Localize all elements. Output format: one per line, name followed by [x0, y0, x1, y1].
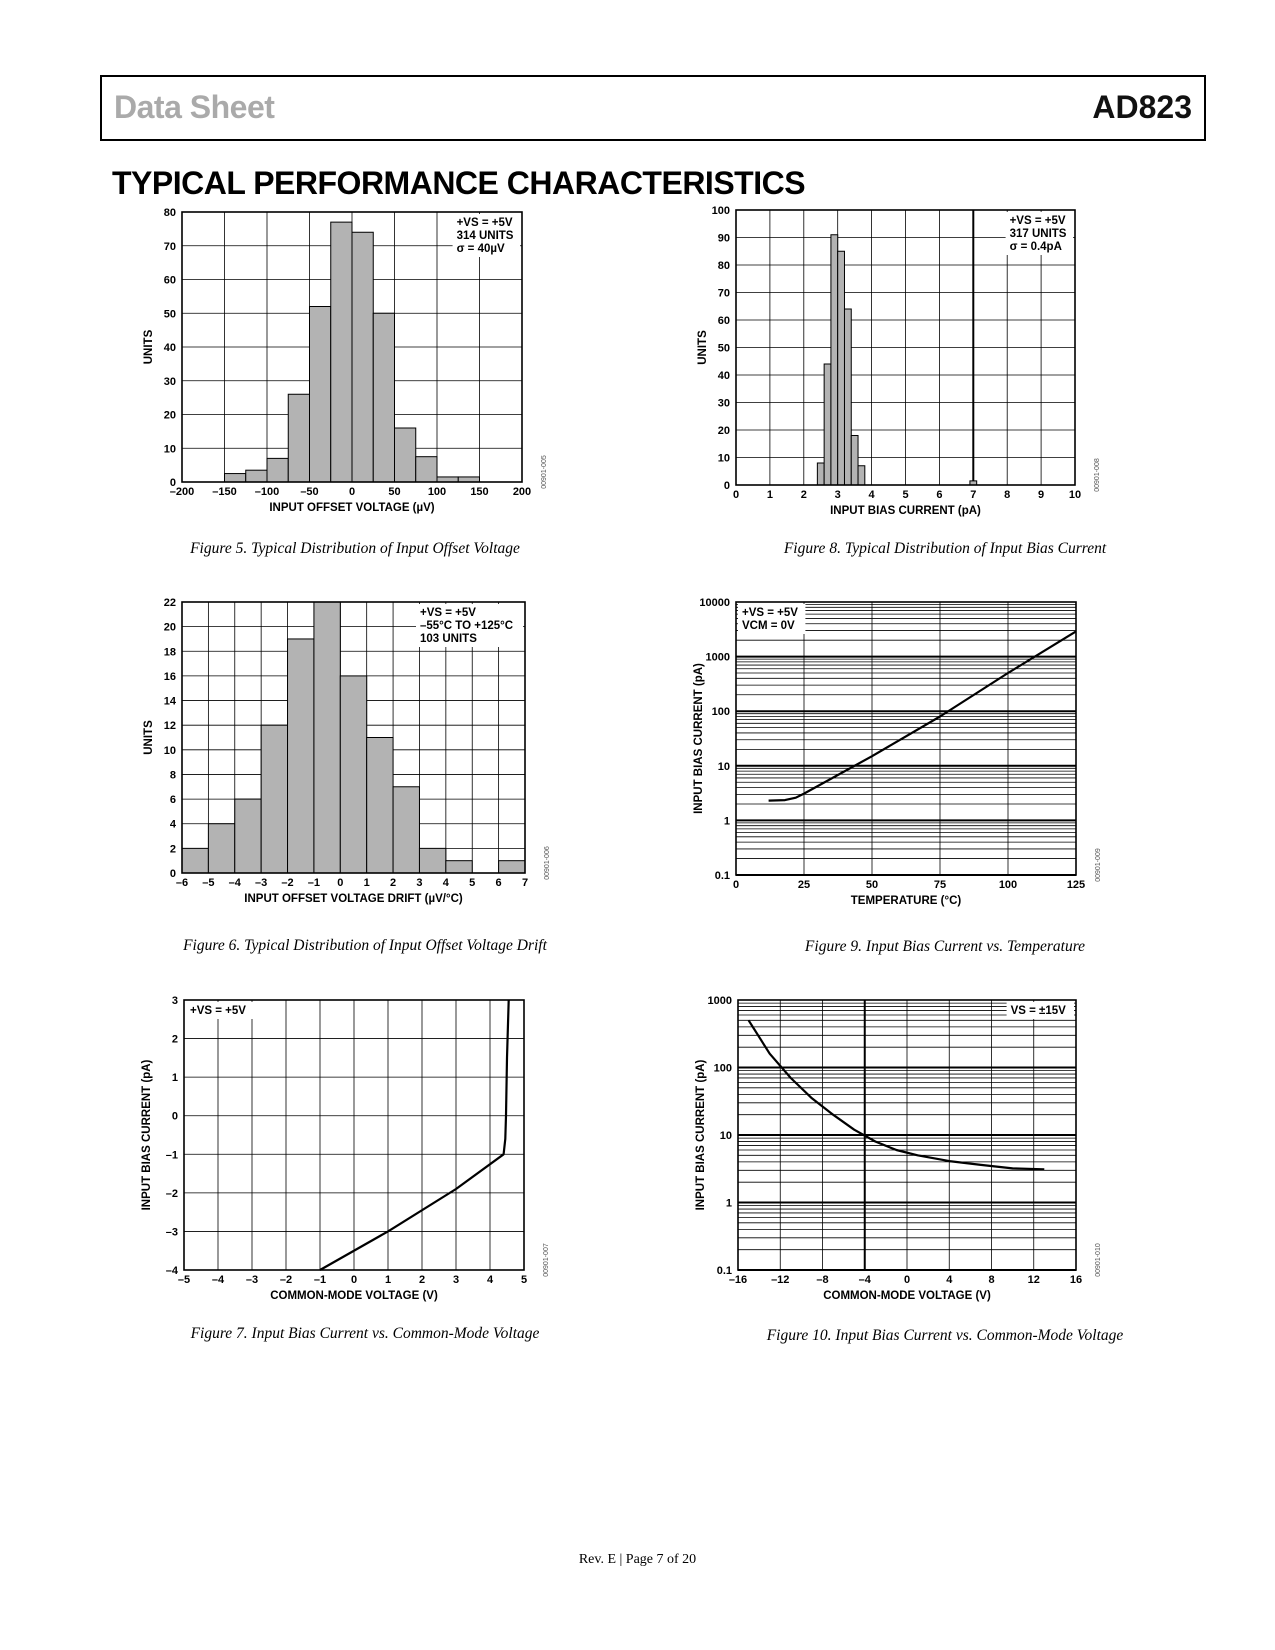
section-title: TYPICAL PERFORMANCE CHARACTERISTICS — [112, 165, 806, 201]
fig10-legend-line-0: VS = ±15V — [1010, 1005, 1066, 1017]
fig6-ytick-8: 16 — [163, 670, 176, 683]
fig6-bar-3 — [261, 725, 287, 873]
fig5-ytick-6: 60 — [163, 274, 176, 287]
fig8-xtick-5: 5 — [902, 489, 909, 501]
fig5-bar-4 — [310, 307, 331, 483]
fig5-ytick-8: 80 — [163, 207, 176, 219]
chart-fig9 — [690, 592, 1150, 922]
fig7-code: 00901-007 — [543, 1243, 550, 1277]
fig10-plot — [695, 995, 1102, 1302]
fig5-xtick-1: –150 — [212, 486, 237, 498]
fig5-code: 00901-005 — [541, 455, 548, 489]
fig6-xtick-4: –2 — [281, 877, 294, 889]
fig9-xlabel: TEMPERATURE (°C) — [850, 895, 962, 907]
fig6-ytick-7: 14 — [163, 695, 176, 708]
fig6-ytick-3: 6 — [169, 794, 176, 807]
fig8-ytick-1: 10 — [717, 452, 730, 465]
fig8-legend-line-1: 317 UNITS — [1009, 228, 1067, 240]
caption-fig5: Figure 5. Typical Distribution of Input Offset Voltage — [190, 540, 520, 557]
fig6-bar-9 — [419, 848, 445, 873]
fig7-xtick-2: –3 — [245, 1274, 259, 1286]
fig10-xtick-8: 16 — [1069, 1274, 1083, 1286]
fig10-ytick-3: 100 — [713, 1062, 732, 1075]
fig6-plot — [143, 597, 551, 905]
fig7-xtick-3: –2 — [279, 1274, 293, 1286]
fig5-ytick-7: 70 — [163, 240, 176, 253]
fig7-ylabel: INPUT BIAS CURRENT (pA) — [141, 1059, 153, 1211]
header-part-number: AD823 — [1092, 89, 1192, 125]
fig8-ytick-6: 60 — [717, 315, 730, 327]
fig6-bar-4 — [288, 639, 314, 873]
fig6-bar-12 — [499, 861, 525, 873]
fig5-bar-6 — [352, 232, 373, 482]
chart-fig8 — [690, 200, 1150, 530]
fig9-xtick-5: 125 — [1066, 879, 1086, 891]
fig10-xtick-0: –16 — [728, 1274, 748, 1286]
fig5-bar-0 — [225, 474, 246, 482]
fig10-xtick-7: 12 — [1027, 1274, 1040, 1286]
fig8-bar-0 — [817, 463, 824, 485]
fig10-xtick-3: –4 — [858, 1274, 871, 1286]
fig6-ytick-6: 12 — [163, 720, 176, 733]
fig5-legend-line-1: 314 UNITS — [456, 230, 514, 242]
fig9-ytick-2: 10 — [717, 760, 730, 773]
fig8-ytick-2: 20 — [717, 425, 730, 437]
chart-fig7-svg — [120, 990, 580, 1320]
fig9-ytick-3: 100 — [711, 706, 730, 719]
fig8-bar-6 — [858, 466, 865, 485]
fig8-bar-2 — [831, 235, 838, 485]
fig8-xtick-7: 7 — [970, 489, 977, 501]
chart-fig5 — [120, 200, 580, 530]
fig6-ytick-2: 4 — [169, 818, 176, 831]
fig7-xlabel: COMMON-MODE VOLTAGE (V) — [270, 1290, 438, 1302]
fig7-ytick-6: 2 — [171, 1033, 178, 1046]
caption-fig6: Figure 6. Typical Distribution of Input Offset Voltage Drift — [183, 937, 547, 954]
fig5-legend — [453, 214, 520, 257]
fig9-legend-line-0: +VS = +5V — [742, 607, 798, 619]
page-footer: Rev. E | Page 7 of 20 — [578, 1552, 697, 1567]
fig7-xtick-9: 4 — [486, 1274, 494, 1286]
fig5-legend-line-0: +VS = +5V — [456, 217, 513, 229]
chart-fig9-svg — [690, 592, 1150, 922]
caption-fig9: Figure 9. Input Bias Current vs. Temperature — [804, 938, 1086, 955]
fig6-xtick-7: 1 — [363, 877, 370, 889]
fig9-legend — [738, 604, 805, 634]
fig7-xtick-4: –1 — [313, 1274, 327, 1286]
fig5-bars — [225, 222, 480, 482]
fig9-ylabel: INPUT BIAS CURRENT (pA) — [693, 663, 705, 814]
fig7-ytick-1: –3 — [165, 1226, 178, 1239]
fig9-xtick-4: 100 — [998, 879, 1018, 891]
fig8-xtick-6: 6 — [936, 489, 943, 501]
fig6-ytick-4: 8 — [169, 769, 176, 782]
fig7-xtick-5: 0 — [350, 1274, 358, 1286]
fig8-ylabel: UNITS — [697, 330, 709, 365]
fig8-xtick-10: 10 — [1068, 489, 1082, 501]
fig6-xtick-11: 5 — [469, 877, 476, 889]
fig5-bar-5 — [331, 222, 352, 482]
fig7-xtick-10: 5 — [520, 1274, 528, 1286]
fig5-ytick-3: 30 — [163, 375, 176, 388]
fig9-ytick-4: 1000 — [705, 651, 730, 664]
fig6-legend-line-2: 103 UNITS — [420, 633, 477, 645]
fig9-grid — [736, 602, 1076, 875]
chart-fig6-svg — [120, 592, 580, 922]
fig6-xlabel: INPUT OFFSET VOLTAGE DRIFT (µV/°C) — [244, 893, 463, 905]
fig8-xlabel: INPUT BIAS CURRENT (pA) — [830, 505, 981, 517]
fig5-bar-9 — [416, 457, 437, 482]
fig6-bar-2 — [235, 799, 261, 873]
fig8-plot — [697, 205, 1101, 517]
fig6-bar-5 — [314, 602, 340, 873]
fig8-xtick-2: 2 — [800, 489, 807, 501]
chart-fig6 — [120, 592, 580, 922]
fig9-ytick-5: 10000 — [699, 597, 730, 609]
fig8-ytick-8: 80 — [717, 260, 730, 272]
fig5-xtick-5: 50 — [388, 486, 401, 498]
fig7-legend — [186, 1002, 253, 1019]
fig6-bar-7 — [367, 738, 393, 874]
fig6-ytick-5: 10 — [163, 744, 176, 757]
fig9-ytick-1: 1 — [723, 815, 730, 828]
fig7-xtick-1: –4 — [211, 1274, 225, 1286]
fig6-xtick-3: –3 — [255, 877, 268, 889]
fig10-code: 00901-010 — [1095, 1243, 1102, 1277]
fig8-xtick-4: 4 — [868, 489, 875, 501]
chart-fig5-svg — [120, 200, 580, 530]
fig6-bar-8 — [393, 787, 419, 873]
fig8-ytick-3: 30 — [717, 397, 730, 410]
fig7-xtick-0: –5 — [177, 1274, 191, 1286]
fig8-bar-5 — [851, 436, 858, 486]
fig6-ytick-0: 0 — [169, 868, 176, 880]
fig8-bars — [817, 235, 976, 485]
fig10-xtick-4: 0 — [903, 1274, 911, 1286]
fig6-xtick-12: 6 — [495, 877, 502, 889]
fig6-xtick-10: 4 — [442, 877, 449, 889]
caption-fig7: Figure 7. Input Bias Current vs. Common-Mode Voltage — [190, 1325, 540, 1342]
fig5-ytick-0: 0 — [169, 477, 176, 489]
fig7-ytick-4: 0 — [171, 1110, 178, 1123]
fig5-bar-1 — [246, 470, 267, 482]
fig8-ytick-0: 0 — [723, 480, 730, 492]
fig6-xtick-13: 7 — [521, 877, 529, 889]
fig5-ytick-4: 40 — [163, 342, 176, 354]
fig5-ylabel: UNITS — [143, 329, 155, 365]
fig10-ytick-4: 1000 — [707, 995, 732, 1007]
fig9-xtick-1: 25 — [797, 879, 811, 891]
fig7-ytick-7: 3 — [171, 995, 178, 1007]
chart-fig10-svg — [690, 990, 1150, 1320]
fig7-grid — [184, 1000, 524, 1270]
fig7-plot — [141, 995, 550, 1302]
fig10-xtick-1: –12 — [771, 1274, 790, 1286]
fig5-xtick-4: 0 — [348, 486, 356, 498]
fig8-bar-4 — [844, 309, 851, 485]
fig6-bar-0 — [182, 848, 208, 873]
fig8-xtick-8: 8 — [1004, 489, 1011, 501]
fig6-ylabel: UNITS — [143, 720, 155, 755]
fig8-ytick-5: 50 — [717, 342, 730, 355]
fig10-xtick-5: 4 — [946, 1274, 953, 1286]
fig6-xtick-9: 3 — [416, 877, 423, 889]
chart-fig7 — [120, 990, 580, 1320]
fig9-code: 00901-009 — [1095, 848, 1102, 882]
fig9-legend-line-1: VCM = 0V — [742, 620, 795, 632]
page-header — [100, 75, 1206, 141]
chart-fig8-svg — [690, 200, 1150, 530]
fig5-xtick-3: –50 — [300, 486, 319, 498]
fig9-ytick-0: 0.1 — [714, 870, 730, 882]
fig10-xtick-2: –8 — [816, 1274, 829, 1286]
fig6-legend — [416, 604, 523, 647]
fig10-ytick-0: 0.1 — [716, 1265, 732, 1277]
fig7-ytick-2: –2 — [165, 1187, 178, 1200]
fig7-ytick-5: 1 — [171, 1072, 178, 1085]
fig9-plot — [693, 597, 1102, 907]
fig9-xtick-0: 0 — [732, 879, 740, 891]
fig8-xtick-1: 1 — [766, 489, 773, 501]
fig6-xtick-6: 0 — [337, 877, 344, 889]
fig10-ytick-1: 1 — [725, 1197, 732, 1210]
fig7-ytick-0: –4 — [165, 1265, 178, 1277]
caption-fig10: Figure 10. Input Bias Current vs. Common-Mode Voltage — [766, 1327, 1124, 1344]
fig10-series-0 — [749, 1020, 1045, 1169]
fig6-bar-10 — [446, 861, 472, 873]
fig5-bar-7 — [373, 313, 394, 482]
fig10-xtick-6: 8 — [988, 1274, 995, 1286]
fig5-ytick-2: 20 — [163, 409, 176, 422]
caption-fig8: Figure 8. Typical Distribution of Input Bias Current — [783, 540, 1107, 557]
fig7-xtick-7: 2 — [418, 1274, 426, 1286]
fig8-bar-1 — [824, 364, 831, 485]
fig7-legend-line-0: +VS = +5V — [190, 1005, 246, 1017]
fig6-legend-line-1: –55°C TO +125°C — [420, 620, 514, 632]
fig9-xtick-3: 75 — [933, 879, 947, 891]
fig5-bar-3 — [288, 394, 309, 482]
fig5-xtick-0: –200 — [169, 486, 195, 498]
fig6-code: 00901-006 — [544, 846, 551, 880]
fig9-frame — [736, 602, 1076, 875]
fig6-xtick-5: –1 — [307, 877, 321, 889]
fig6-ytick-10: 20 — [163, 621, 176, 634]
fig8-xtick-3: 3 — [834, 489, 841, 501]
chart-fig10 — [690, 990, 1150, 1320]
fig10-ytick-2: 10 — [719, 1130, 732, 1142]
fig5-legend-line-2: σ = 40µV — [456, 243, 505, 255]
fig10-ylabel: INPUT BIAS CURRENT (pA) — [695, 1059, 707, 1211]
fig7-xtick-8: 3 — [452, 1274, 460, 1286]
fig10-grid — [738, 1000, 1076, 1270]
fig5-xtick-7: 150 — [470, 486, 489, 498]
fig5-xtick-8: 200 — [512, 486, 532, 498]
fig6-xtick-1: –5 — [202, 877, 215, 889]
fig6-xtick-8: 2 — [390, 877, 397, 889]
fig6-bar-6 — [340, 676, 366, 873]
fig8-legend-line-2: σ = 0.4pA — [1009, 241, 1062, 253]
fig10-xlabel: COMMON-MODE VOLTAGE (V) — [823, 1290, 991, 1302]
fig7-ytick-3: –1 — [165, 1149, 178, 1162]
fig7-series-0 — [320, 1000, 509, 1270]
fig5-bar-8 — [395, 428, 416, 482]
fig5-plot — [143, 207, 548, 514]
fig5-bar-2 — [267, 458, 288, 482]
fig5-xlabel: INPUT OFFSET VOLTAGE (µV) — [269, 502, 435, 514]
fig6-legend-line-0: +VS = +5V — [420, 607, 476, 619]
fig8-ytick-4: 40 — [717, 370, 730, 382]
fig8-legend-line-0: +VS = +5V — [1009, 215, 1066, 227]
fig7-xtick-6: 1 — [384, 1274, 392, 1286]
fig10-legend — [1007, 1002, 1074, 1019]
fig8-ytick-10: 100 — [711, 205, 730, 217]
fig5-xtick-2: –100 — [254, 486, 280, 498]
fig8-ytick-9: 90 — [717, 232, 730, 245]
fig5-xtick-6: 100 — [427, 486, 447, 498]
fig8-ytick-7: 70 — [717, 287, 730, 300]
fig6-ytick-1: 2 — [169, 843, 176, 856]
fig5-ytick-5: 50 — [163, 308, 176, 321]
fig9-xtick-2: 50 — [865, 879, 879, 891]
fig6-xtick-0: –6 — [175, 877, 189, 889]
fig6-ytick-11: 22 — [163, 597, 176, 609]
fig8-xtick-0: 0 — [732, 489, 740, 501]
fig8-xtick-9: 9 — [1038, 489, 1045, 501]
fig8-legend — [1006, 212, 1073, 255]
fig5-ytick-1: 10 — [163, 443, 176, 456]
header-doc-type: Data Sheet — [114, 89, 275, 125]
fig8-code: 00901-008 — [1094, 458, 1101, 492]
fig6-bar-1 — [208, 824, 234, 873]
fig8-bar-3 — [838, 251, 845, 485]
fig6-ytick-9: 18 — [163, 646, 176, 659]
fig6-xtick-2: –4 — [228, 877, 241, 889]
